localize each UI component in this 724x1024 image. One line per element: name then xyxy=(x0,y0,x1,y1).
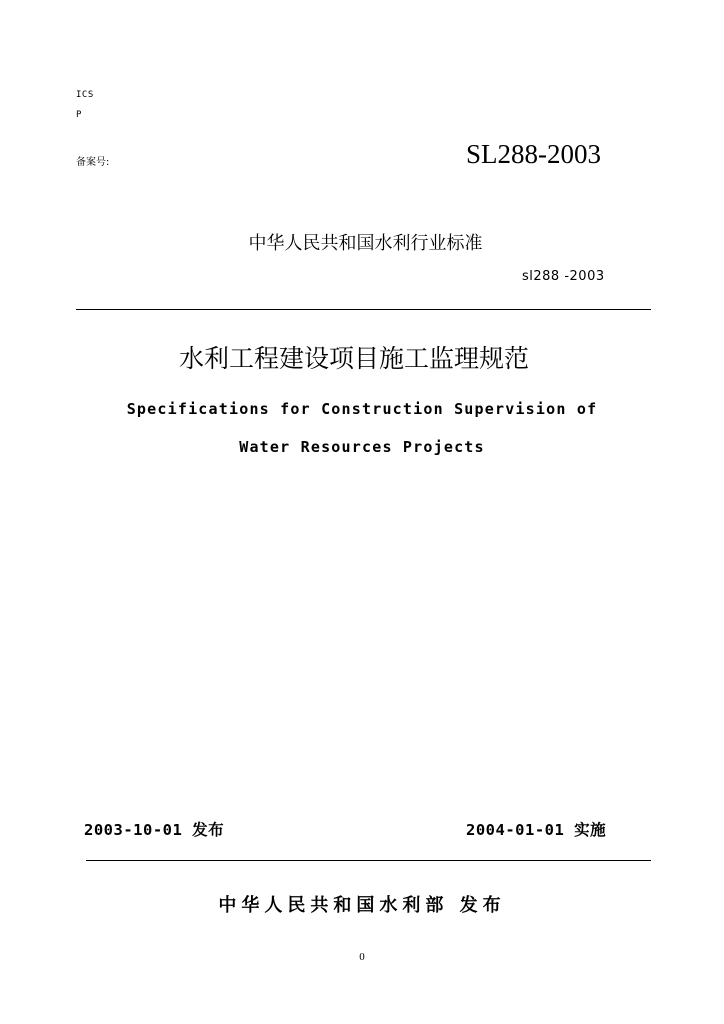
page-number: 0 xyxy=(359,951,365,963)
issue-date: 2003-10-01 发布 xyxy=(84,821,225,839)
footer-divider xyxy=(86,860,651,861)
p-label: P xyxy=(76,110,82,120)
standard-code-small: sl288 -2003 xyxy=(522,269,605,284)
ics-label: ICS xyxy=(76,90,94,100)
document-title-english-line1: Specifications for Construction Supervision of xyxy=(126,400,598,418)
document-title-english-line2: Water Resources Projects xyxy=(239,438,485,456)
issuing-authority: 中华人民共和国水利部 发布 xyxy=(218,895,506,916)
standard-code-large: SL288-2003 xyxy=(466,139,601,169)
implementation-date: 2004-01-01 实施 xyxy=(466,821,607,839)
header-divider xyxy=(76,309,651,310)
document-title-chinese: 水利工程建设项目施工监理规范 xyxy=(178,344,529,373)
filing-number-label: 备案号: xyxy=(76,157,110,168)
industry-standard-title: 中华人民共和国水利行业标准 xyxy=(248,233,483,254)
